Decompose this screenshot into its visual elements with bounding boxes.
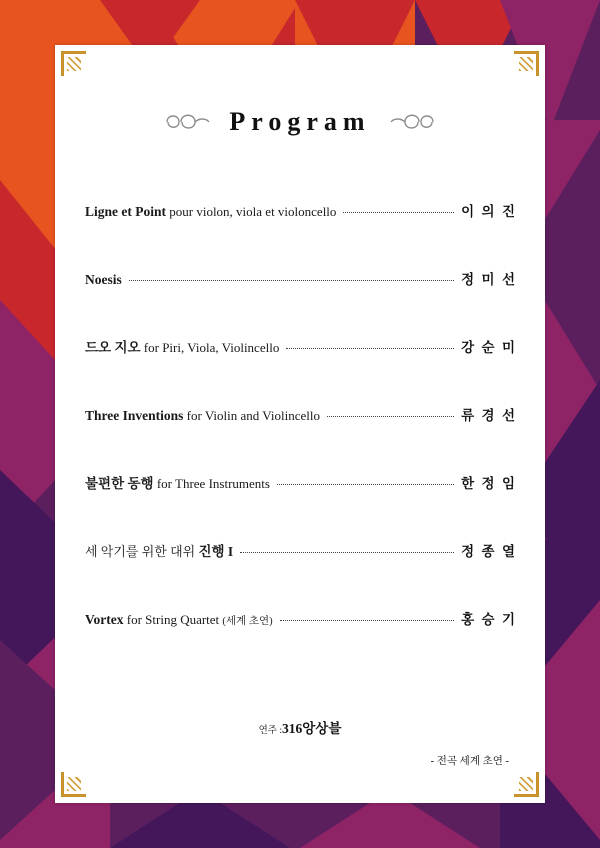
composer-name: 정 미 선	[461, 272, 517, 287]
piece-title	[85, 272, 122, 288]
piece-title	[85, 612, 273, 628]
piece-title-bold: 진행 I	[198, 544, 234, 559]
piece-title	[85, 204, 336, 220]
scroll-flourish-icon	[387, 109, 437, 135]
page-title: Program	[229, 107, 371, 136]
leader-dots	[327, 416, 454, 417]
piece-title	[85, 472, 270, 492]
program-entry	[85, 472, 517, 540]
composer-name: 정 종 열	[461, 544, 517, 559]
piece-title	[85, 408, 320, 424]
composer-name: 한 정 임	[461, 476, 517, 491]
corner-ornament-icon	[519, 57, 533, 71]
piece-title-bold: Vortex	[85, 612, 124, 627]
program-entry	[85, 336, 517, 404]
piece-title-note: (세계 초연)	[222, 616, 273, 627]
leader-dots	[343, 212, 454, 213]
piece-title-bold: Three Inventions	[85, 408, 184, 423]
piece-title	[85, 336, 279, 356]
program-entry	[85, 268, 517, 336]
piece-title-bold: Noesis	[85, 272, 122, 287]
piece-title-rest: for String Quartet	[123, 612, 223, 627]
program-list	[85, 200, 517, 676]
leader-dots	[240, 552, 454, 553]
scroll-flourish-icon	[163, 109, 213, 135]
program-title-row	[55, 107, 545, 137]
piece-title-rest: for Piri, Viola, Violincello	[140, 340, 280, 355]
corner-ornament-icon	[67, 57, 81, 71]
piece-title-bold: Ligne et Point	[85, 204, 166, 219]
composer-name: 홍 승 기	[461, 612, 517, 627]
performer-line	[55, 717, 545, 738]
program-entry	[85, 540, 517, 608]
corner-ornament-icon	[519, 777, 533, 791]
piece-title-rest: pour violon, viola et violoncello	[166, 204, 337, 219]
leader-dots	[280, 620, 455, 621]
piece-title-bold: 불편한 동행	[85, 476, 154, 491]
leader-dots	[277, 484, 454, 485]
performer-name: 316앙상블	[282, 721, 342, 736]
footnote: - 전곡 세계 초연 -	[430, 756, 509, 767]
program-entry	[85, 608, 517, 676]
piece-title-rest: 세 악기를 위한 대위	[85, 544, 199, 559]
program-entry	[85, 200, 517, 268]
piece-title-rest: for Three Instruments	[153, 476, 270, 491]
leader-dots	[129, 280, 454, 281]
composer-name: 이 의 진	[461, 204, 517, 219]
piece-title-rest: for Violin and Violincello	[183, 408, 320, 423]
piece-title-bold: 드오 지오	[85, 340, 141, 355]
composer-name: 류 경 선	[461, 408, 517, 423]
corner-ornament-icon	[67, 777, 81, 791]
leader-dots	[286, 348, 454, 349]
composer-name: 강 순 미	[461, 340, 517, 355]
piece-title	[85, 540, 233, 560]
program-card	[55, 45, 545, 803]
program-entry	[85, 404, 517, 472]
performer-label: 연주 :	[258, 726, 282, 736]
